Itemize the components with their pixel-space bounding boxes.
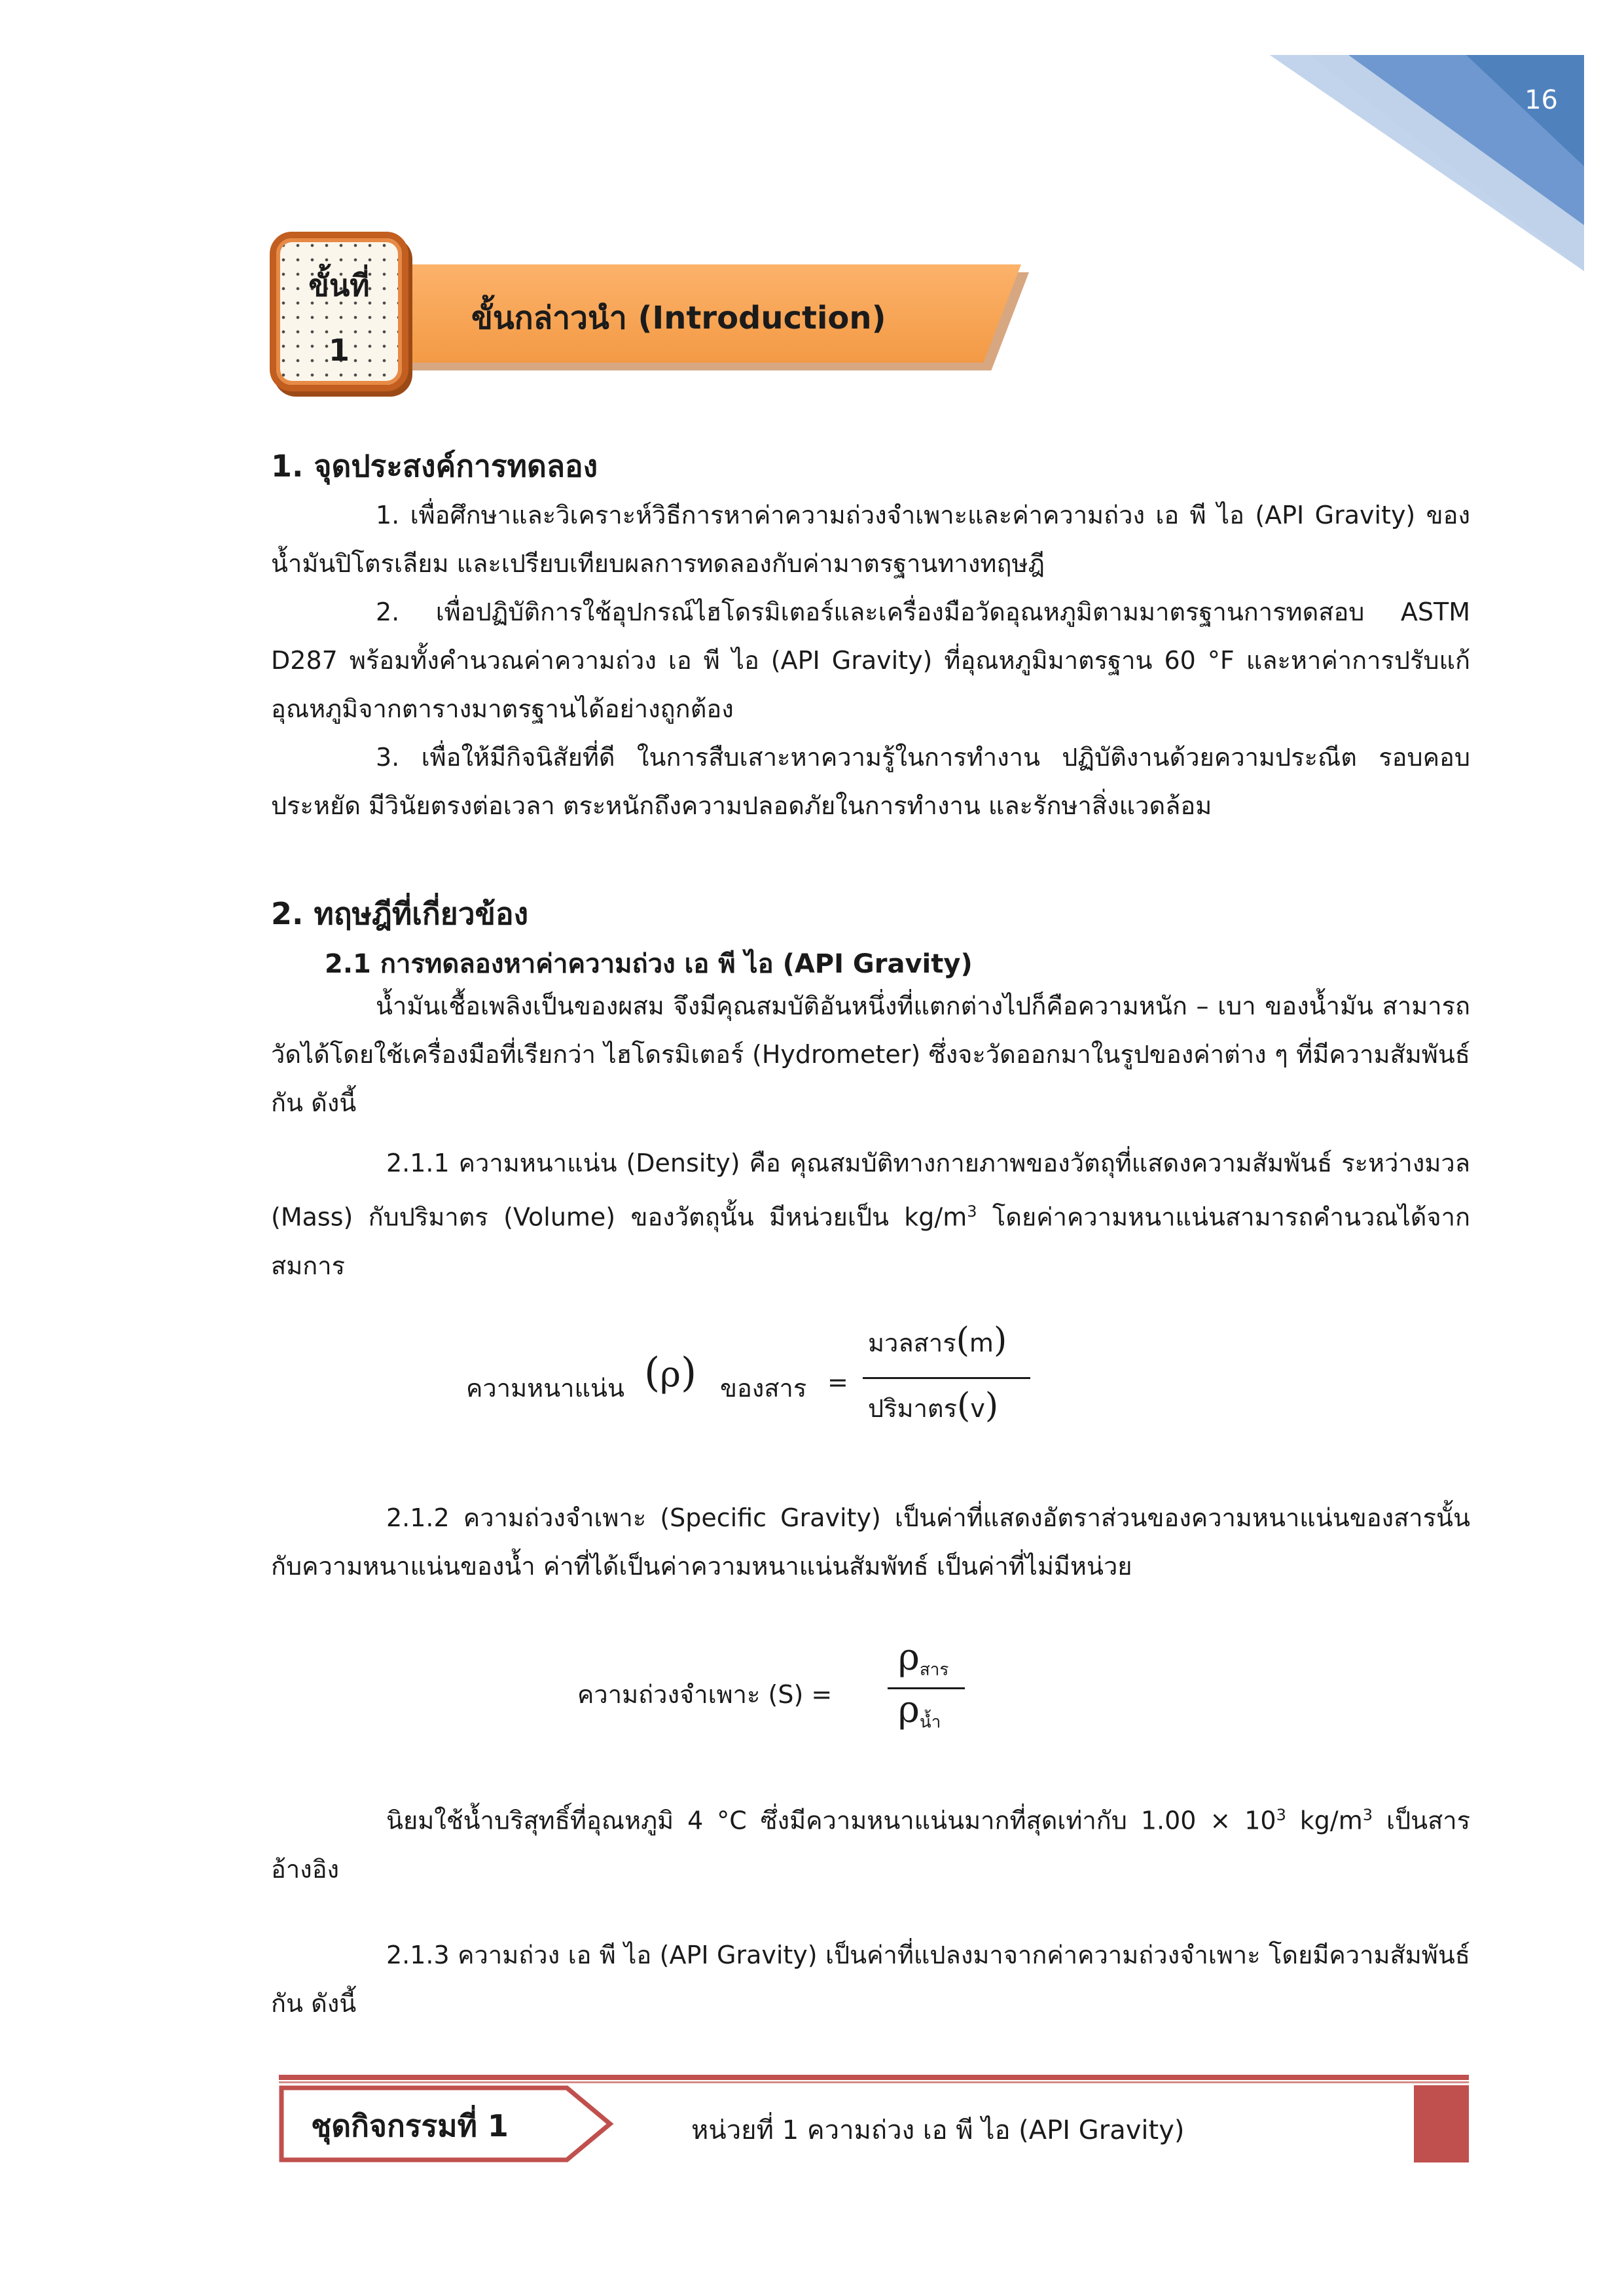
footer-rule-thin [279,2081,1469,2083]
density-denominator: ปริมาตร(v) [868,1386,999,1426]
footer-tab [1414,2085,1469,2162]
density-fraction-bar [863,1377,1030,1379]
footer-rule [279,2075,1469,2080]
step-label: ขั้นที่ [308,268,370,303]
step-number: 1 [328,332,350,368]
objective-1: 1. เพื่อศึกษาและวิเคราะห์วิธีการหาค่าความถ่วงจำเพาะและค่าความถ่วง เอ พี ไอ (API Gravity) ของน้ำมันปิโตรเลียม และเปรียบเทียบผลการทดลองกับค่ามาตรฐานทางทฤษฎี [271,501,1470,578]
sg-formula-lhs: ความถ่วงจำเพาะ (S) = [577,1680,833,1709]
step-title: ขั้นกล่าวนำ (Introduction) [471,300,886,336]
objective-2: 2. เพื่อปฏิบัติการใช้อุปกรณ์ไฮโดรมิเตอร์และเครื่องมือวัดอุณหภูมิตามมาตรฐานการทดสอบ ASTM D287 พร้อมทั้งคำนวณค่าความถ่วง เอ พี ไอ (API Gravity) ที่อุณหภูมิมาตรฐาน 60 °F และหาค่าการปรับแก้อุณหภูมิจากตารางมาตรฐานได้อย่างถูกต้อง [271,598,1470,723]
sg-denominator: $\rho_{น้ำ}$ [898,1689,941,1732]
paragraph-2-1-2: 2.1.2 ความถ่วงจำเพาะ (Specific Gravity) เป็นค่าที่แสดงอัตราส่วนของความหนาแน่นของสารนั้น กับความหนาแน่นของน้ำ ค่าที่ได้เป็นค่าความหนาแน่นสัมพัทธ์ เป็นค่าที่ไม่มีหน่วย [271,1503,1470,1581]
density-formula-of: ของสาร [720,1374,807,1403]
sg-numerator: $\rho_{สาร}$ [898,1636,949,1680]
footer-unit-title: หน่วยที่ 1 ความถ่วง เอ พี ไอ (API Gravity) [691,2115,1185,2145]
page-number: 16 [1525,85,1558,115]
density-formula-lhs: ความหนาแน่น [466,1374,624,1403]
paragraph-2-1-3: 2.1.3 ความถ่วง เอ พี ไอ (API Gravity) เป็นค่าที่แปลงมาจากค่าความถ่วงจำเพาะ โดยมีความสัมพันธ์กัน ดังนี้ [271,1941,1470,2018]
section1-heading: 1. จุดประสงค์การทดลอง [271,448,598,484]
paragraph-2-1-1: 2.1.1 ความหนาแน่น (Density) คือ คุณสมบัติทางกายภาพของวัตถุที่แสดงความสัมพันธ์ ระหว่างมวล (Mass) กับปริมาตร (Volume) ของวัตถุนั้น มีหน่วยเป็น $kg/m^3$ โดยค่าความหนาแน่นสามารถคำนวณได้จากสมการ [271,1149,1470,1280]
density-symbol: (ρ) [644,1348,697,1396]
section2-1-heading: 2.1 การทดลองหาค่าความถ่วง เอ พี ไอ (API Gravity) [325,949,973,979]
density-numerator: มวลสาร(m) [868,1321,1007,1360]
section2-intro: น้ำมันเชื้อเพลิงเป็นของผสม จึงมีคุณสมบัติอันหนึ่งที่แตกต่างไปก็คือความหนัก – เบา ของน้ำมัน สามารถวัดได้โดยใช้เครื่องมือที่เรียกว่า ไฮโดรมิเตอร์ (Hydrometer) ซึ่งจะวัดออกมาในรูปของค่าต่าง ๆ ที่มีความสัมพันธ์กัน ดังนี้ [271,992,1470,1117]
section2-heading: 2. ทฤษฎีที่เกี่ยวข้อง [271,896,529,931]
objective-3: 3. เพื่อให้มีกิจนิสัยที่ดี ในการสืบเสาะหาความรู้ในการทำงาน ปฏิบัติงานด้วยความประณีต รอบคอบประหยัด มีวินัยตรงต่อเวลา ตระหนักถึงความปลอดภัยในการทำงาน และรักษาสิ่งแวดล้อม [271,743,1470,820]
footer-activity-label: ชุดกิจกรรมที่ 1 [311,2108,509,2144]
density-formula-eq: = [827,1368,848,1397]
paragraph-water-reference: นิยมใช้น้ำบริสุทธิ์ที่อุณหภูมิ 4 °C ซึ่งมีความหนาแน่นมากที่สุดเท่ากับ $1.00 \times 10^3$ $kg/m^3$ เป็นสารอ้างอิง [271,1806,1471,1884]
